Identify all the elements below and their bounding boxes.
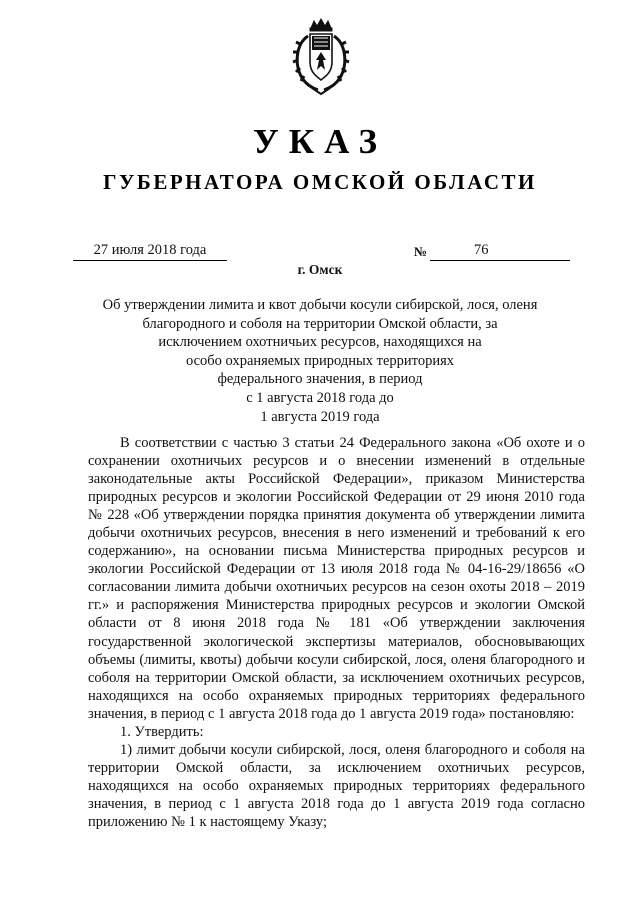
- body-paragraph-item-1: 1. Утвердить:: [120, 723, 204, 740]
- subject-line: 1 августа 2019 года: [260, 408, 380, 425]
- decree-city: г. Омск: [297, 262, 343, 277]
- body-paragraph-subitem-1: 1) лимит добычи косули сибирской, лося, оленя благородного и соболя на территории Омской области, за исключением охотничьих ресурсов, находящихся на особо охраняемых природных территориях федерального значения, в период с 1 августа 2018 года до 1 августа 2019 года согласно приложению № 1 к настоящему Указу;: [88, 741, 585, 830]
- subject-line: с 1 августа 2018 года до: [246, 389, 394, 406]
- body-paragraph-preamble: В соответствии с частью 3 статьи 24 Федерального закона «Об охоте и о сохранении охотничьих ресурсов и о внесении изменений в отдельные законодательные акты Российской Федерации», приказом Министерства природных ресурсов и экологии Российской Федерации от 29 июня 2010 года № 228 «Об утверждении порядка принятия документа об утверждении лимита добычи охотничьих ресурсов, внесения в него изменений и требований к его содержанию», на основании письма Министерства природных ресурсов и экологии Российской Федерации от 13 июля 2018 года № 04-16-29/18656 «О согласовании лимита добычи охотничьих ресурсов на сезон охоты 2018 – 2019 гг.» и распоряжения Министерства природных ресурсов и экологии Омской области от 8 июня 2018 года № 181 «Об утверждении заключения государственной экологической экспертизы материалов, обосновывающих объемы (лимиты, квоты) добычи косули сибирской, лося, оленя благородного и соболя на территории Омской области, за исключением охотничьих ресурсов, находящихся на особо охраняемых природных территориях федерального значения, в период с 1 августа 2018 года до 1 августа 2019 года» постановляю:: [88, 435, 585, 722]
- subject-line: особо охраняемых природных территориях: [186, 352, 454, 369]
- decree-number-label: №: [414, 244, 428, 259]
- subject-line: исключением охотничьих ресурсов, находящихся на: [158, 334, 482, 351]
- document-subtitle: ГУБЕРНАТОРА ОМСКОЙ ОБЛАСТИ: [103, 170, 537, 194]
- document-title: УКАЗ: [253, 122, 387, 161]
- decree-subject: [90, 296, 550, 426]
- decree-number: 76: [430, 242, 570, 261]
- subject-line: федерального значения, в период: [217, 371, 423, 388]
- decree-date: 27 июля 2018 года: [73, 242, 227, 261]
- subject-line: Об утверждении лимита и квот добычи косули сибирской, лося, оленя: [102, 297, 538, 313]
- decree-body: [88, 434, 585, 831]
- omsk-region-coat-of-arms-icon: [290, 18, 352, 96]
- subject-line: благородного и соболя на территории Омской области, за: [142, 315, 498, 332]
